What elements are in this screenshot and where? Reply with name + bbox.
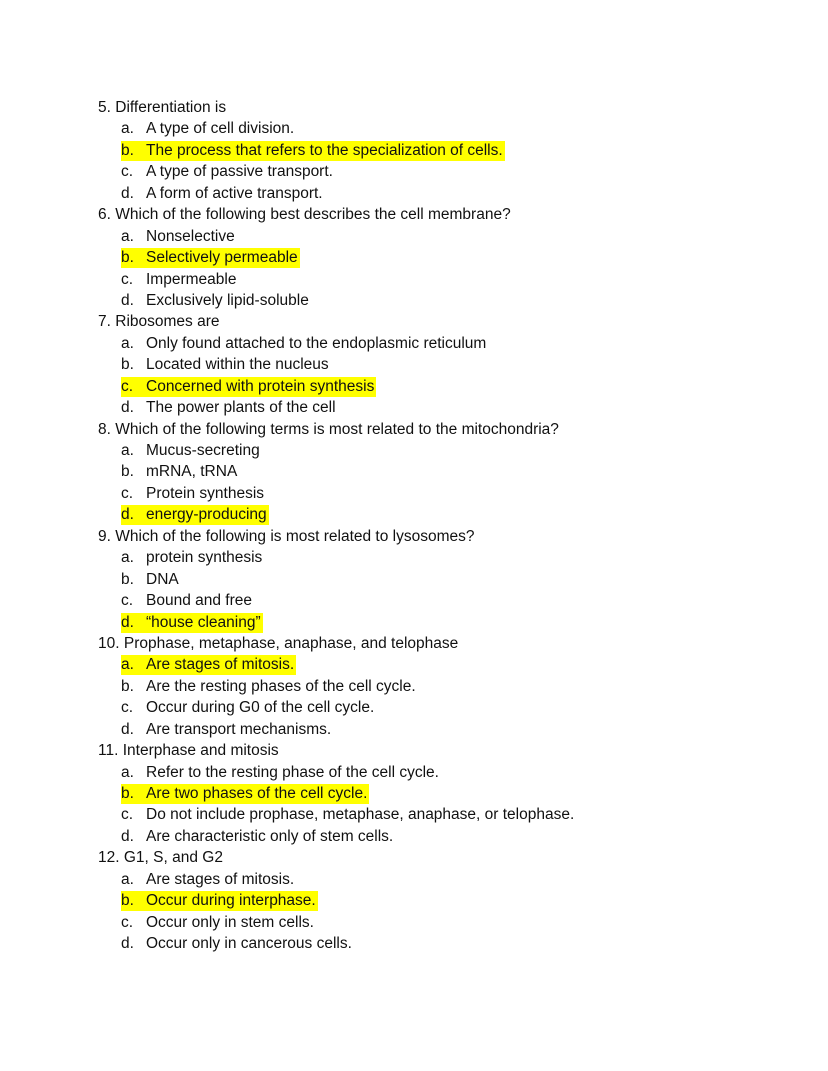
question-10: [98, 633, 798, 654]
option-text: A type of cell division.: [146, 120, 295, 138]
question-number: 12.: [98, 849, 120, 867]
question-7: [98, 311, 798, 332]
question-text: Ribosomes are: [115, 313, 220, 331]
option-letter: b.: [121, 249, 134, 267]
option-letter: d.: [121, 935, 134, 953]
option-text: “house cleaning”: [146, 613, 261, 631]
answer-option: [98, 697, 798, 718]
highlighted-answer: [121, 141, 505, 161]
option-text: A type of passive transport.: [146, 163, 333, 181]
answer-option: [98, 826, 798, 847]
option-letter: b.: [121, 141, 134, 159]
option-text: The power plants of the cell: [146, 399, 336, 417]
answer-option: [98, 226, 798, 247]
highlighted-answer: [121, 377, 376, 397]
answer-option: [98, 654, 798, 675]
answer-option: [98, 890, 798, 911]
option-letter: b.: [121, 892, 134, 910]
option-letter: a.: [121, 549, 134, 567]
option-letter: a.: [121, 442, 134, 459]
highlighted-answer: [121, 655, 296, 675]
answer-option: [98, 569, 798, 590]
option-text: Impermeable: [146, 270, 237, 288]
question-number: 11.: [98, 742, 119, 760]
question-text: Interphase and mitosis: [122, 742, 279, 760]
option-letter: a.: [121, 763, 134, 781]
option-text: Do not include prophase, metaphase, anaphase, or telophase.: [146, 806, 575, 824]
answer-text-wrap: [121, 591, 254, 611]
answer-text-wrap: [121, 270, 238, 290]
question-number: 5.: [98, 99, 111, 116]
option-text: Protein synthesis: [146, 484, 265, 502]
answer-option: [98, 440, 798, 461]
answer-option: [98, 612, 798, 633]
question-text: Which of the following terms is most related to the mitochondria?: [115, 420, 559, 438]
answer-text-wrap: [121, 805, 576, 825]
answer-text-wrap: [121, 334, 488, 354]
option-text: Mucus-secreting: [146, 442, 260, 459]
option-text: Are two phases of the cell cycle.: [146, 785, 368, 802]
question-6: [98, 204, 798, 225]
option-letter: c.: [121, 163, 134, 181]
question-text: G1, S, and G2: [123, 849, 223, 867]
option-letter: c.: [121, 484, 134, 502]
option-letter: b.: [121, 463, 134, 481]
option-text: Only found attached to the endoplasmic reticulum: [146, 334, 487, 352]
answer-text-wrap: [121, 763, 441, 783]
answer-option: [98, 354, 798, 375]
answer-option: [98, 376, 798, 397]
option-text: Are characteristic only of stem cells.: [146, 827, 394, 845]
answer-option: [98, 547, 798, 568]
option-text: Occur during G0 of the cell cycle.: [146, 699, 375, 717]
answer-text-wrap: [121, 441, 262, 461]
option-text: DNA: [146, 570, 179, 588]
answer-option: [98, 161, 798, 182]
option-letter: c.: [121, 377, 134, 395]
answer-text-wrap: [121, 870, 296, 890]
option-text: Occur during interphase.: [146, 892, 316, 910]
option-text: Refer to the resting phase of the cell cycle.: [146, 763, 439, 781]
option-text: mRNA, tRNA: [146, 463, 238, 481]
option-text: Located within the nucleus: [146, 356, 329, 374]
option-letter: a.: [121, 656, 134, 674]
option-letter: c.: [121, 913, 134, 931]
answer-text-wrap: [121, 398, 338, 418]
option-text: Nonselective: [146, 227, 235, 245]
option-letter: c.: [121, 699, 134, 717]
answer-option: [98, 118, 798, 139]
option-text: Are transport mechanisms.: [146, 720, 332, 738]
question-number: 8.: [98, 420, 111, 438]
answer-option: [98, 804, 798, 825]
option-letter: d.: [121, 613, 134, 631]
answer-text-wrap: [121, 698, 376, 718]
option-text: Occur only in stem cells.: [146, 913, 314, 931]
option-letter: c.: [121, 592, 134, 610]
highlighted-answer: [121, 248, 300, 268]
answer-text-wrap: [121, 184, 325, 204]
option-text: Are the resting phases of the cell cycle.: [146, 677, 416, 695]
answer-text-wrap: [121, 913, 316, 933]
option-letter: c.: [121, 806, 134, 824]
option-letter: a.: [121, 227, 134, 245]
option-text: Exclusively lipid-soluble: [146, 291, 309, 309]
option-text: Are stages of mitosis.: [146, 656, 295, 674]
answer-text-wrap: [121, 570, 181, 590]
question-8: [98, 419, 798, 440]
answer-option: [98, 140, 798, 161]
highlighted-answer: [121, 784, 369, 804]
option-letter: d.: [121, 720, 134, 738]
answer-option: [98, 933, 798, 954]
answer-text-wrap: [121, 827, 395, 847]
answer-text-wrap: [121, 227, 237, 247]
answer-option: [98, 397, 798, 418]
highlighted-answer: [121, 505, 269, 525]
option-text: Concerned with protein synthesis: [146, 377, 375, 395]
question-number: 6.: [98, 206, 111, 224]
option-letter: a.: [121, 870, 134, 888]
answer-option: [98, 762, 798, 783]
question-text: Prophase, metaphase, anaphase, and telophase: [123, 634, 459, 652]
option-letter: d.: [121, 506, 134, 524]
highlighted-answer: [121, 891, 318, 911]
answer-option: [98, 783, 798, 804]
question-5: [98, 97, 798, 118]
question-number: 10.: [98, 634, 120, 652]
answer-option: [98, 504, 798, 525]
answer-text-wrap: [121, 162, 335, 182]
option-letter: a.: [121, 334, 134, 352]
option-text: protein synthesis: [146, 549, 263, 567]
answer-text-wrap: [121, 548, 264, 568]
option-letter: d.: [121, 399, 134, 417]
option-letter: c.: [121, 270, 134, 288]
option-text: energy-producing: [146, 506, 267, 524]
answer-text-wrap: [121, 934, 354, 954]
answer-option: [98, 719, 798, 740]
answer-option: [98, 483, 798, 504]
option-letter: a.: [121, 120, 134, 138]
question-text: Which of the following is most related to lysosomes?: [115, 527, 475, 545]
question-number: 9.: [98, 527, 111, 545]
quiz-document: [98, 97, 798, 955]
option-letter: d.: [121, 827, 134, 845]
answer-text-wrap: [121, 355, 331, 375]
option-text: Occur only in cancerous cells.: [146, 935, 352, 953]
answer-option: [98, 333, 798, 354]
option-letter: d.: [121, 184, 134, 202]
highlighted-answer: [121, 613, 263, 633]
answer-option: [98, 290, 798, 311]
option-text: Are stages of mitosis.: [146, 870, 295, 888]
answer-option: [98, 869, 798, 890]
answer-text-wrap: [121, 462, 239, 482]
answer-option: [98, 269, 798, 290]
option-letter: b.: [121, 356, 134, 374]
option-text: Selectively permeable: [146, 249, 298, 267]
question-12: [98, 847, 798, 868]
answer-text-wrap: [121, 484, 266, 504]
answer-text-wrap: [121, 677, 418, 697]
option-letter: d.: [121, 291, 134, 309]
question-text: Differentiation is: [115, 99, 227, 116]
answer-option: [98, 183, 798, 204]
question-9: [98, 526, 798, 547]
answer-text-wrap: [121, 119, 296, 139]
question-number: 7.: [98, 313, 111, 331]
option-letter: b.: [121, 785, 134, 802]
answer-option: [98, 247, 798, 268]
answer-option: [98, 461, 798, 482]
option-letter: b.: [121, 570, 134, 588]
answer-text-wrap: [121, 291, 311, 311]
option-letter: b.: [121, 677, 134, 695]
option-text: The process that refers to the specialization of cells.: [146, 141, 503, 159]
question-text: Which of the following best describes the cell membrane?: [115, 206, 511, 224]
answer-option: [98, 912, 798, 933]
option-text: Bound and free: [146, 592, 253, 610]
answer-option: [98, 676, 798, 697]
question-11: [98, 740, 798, 761]
answer-text-wrap: [121, 720, 333, 740]
option-text: A form of active transport.: [146, 184, 323, 202]
answer-option: [98, 590, 798, 611]
